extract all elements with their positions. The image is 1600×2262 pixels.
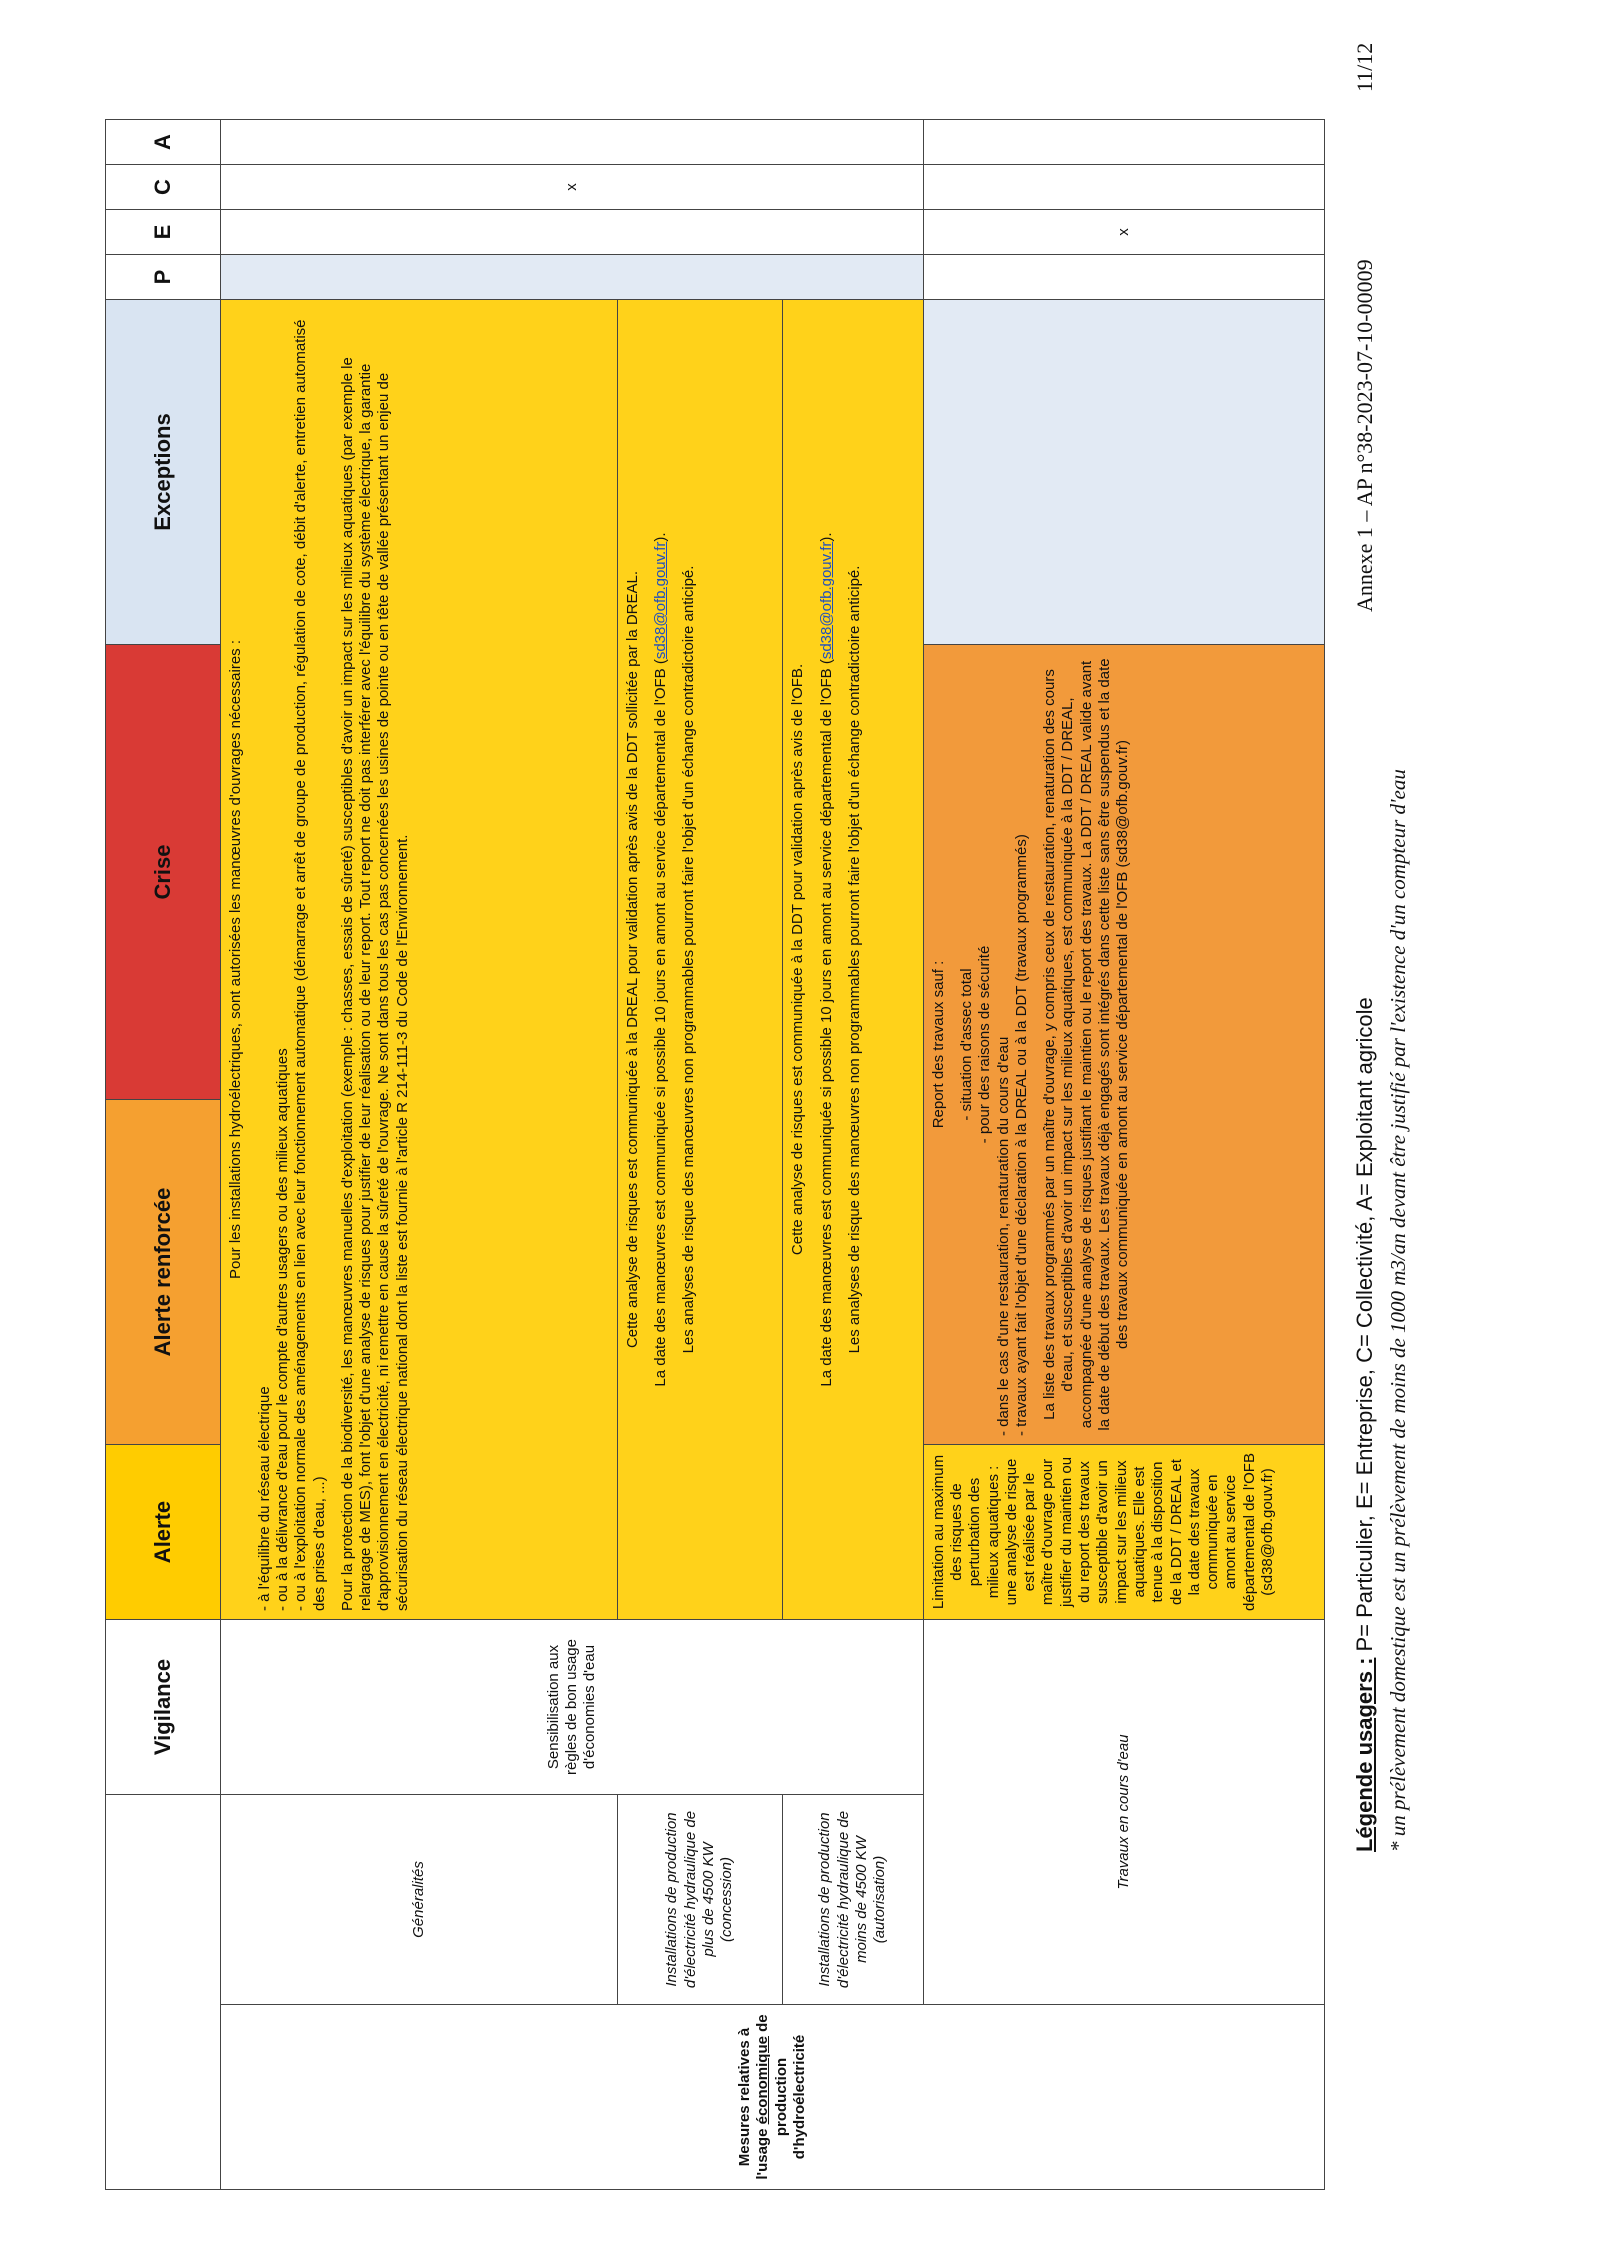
report-title: Report des travaux sauf : <box>929 960 947 1129</box>
travaux-c-cell <box>923 165 1324 210</box>
category-cell <box>221 2005 1325 2190</box>
concession-p2 <box>652 308 670 1611</box>
generalites-bullet: - ou à la délivrance d'eau pour le compte d'autres usagers ou des milieux aquatiques <box>273 1048 291 1611</box>
travaux-renforcee-crise <box>923 645 1324 1445</box>
header-crise: Crise <box>106 645 221 1100</box>
category-line2: économique <box>754 2036 772 2125</box>
annex-reference: Annexe 1 – AP n°38-2023-07-10-00009 <box>1352 259 1377 612</box>
footnote: * un prélèvement domestique est un prélèvement de moins de 1000 m3/an devant être justifié par l'existence d'un compteur d'eau <box>1386 769 1410 1852</box>
email-link[interactable]: sd38@ofb.gouv.fr <box>651 541 669 660</box>
generalites-bullet: - ou à l'exploitation normale des aménagements en lien avec leur fonctionnement automatique (démarrage et arrêt de groupe de production, régulation de cote, débit d'alerte, entretien automatisé des prises d'eau, ...) <box>292 319 328 1611</box>
row-label-autorisation: Installations de production d'électricité hydraulique de moins de 4500 KW (autorisation) <box>783 1795 923 2005</box>
table-row <box>617 120 783 2190</box>
autorisation-p2 <box>818 308 836 1611</box>
table-row <box>923 120 1324 2190</box>
report-item: - travaux ayant fait l'objet d'une déclaration à la DREAL ou à la DDT (travaux programmés) <box>1012 834 1030 1436</box>
concession-p1: Cette analyse de risques est communiquée à la DREAL pour validation après avis de la DDT sollicitée par la DREAL. <box>623 570 641 1349</box>
generalites-para2: Pour la protection de la biodiversité, les manœuvres manuelles d'exploitation (exemple : chasses, essais de sûreté) susceptibles d'avoir un impact sur les milieux aquatiques (par exemple le relargage de MES), font l'objet d'une analyse de risques pour justifier de leur réalisation ou de leur report. Tout report ne doit pas interférer avec l'équilibre du système électrique, la garantie d'approvisionnement en électricité, ni remettre en cause la sûreté de l'ouvrage. Ne sont dans tous les cas pas concernées les usines de pointe ou en tête de vallée présentant un enjeu de sécurisation du réseau électrique national dont la liste est fournie à l'article R 214-111-3 du Code de l'Environnement. <box>338 357 411 1611</box>
table-row <box>783 120 923 2190</box>
travaux-exceptions-cell <box>923 300 1324 645</box>
header-p: P <box>106 255 221 300</box>
row-label-generalites: Généralités <box>221 1795 617 2005</box>
travaux-p-cell <box>923 255 1324 300</box>
header-empty <box>106 1795 221 2190</box>
autorisation-p1: Cette analyse de risques est communiquée à la DDT pour validation après avis de l'OFB. <box>789 663 807 1256</box>
generalites-intro: Pour les installations hydroélectriques, sont autorisées les manœuvres d'ouvrages nécessaires : <box>227 640 245 1280</box>
concession-p3: Les analyses de risque des manœuvres non programmables pourront faire l'objet d'un échange contradictoire anticipé. <box>680 565 698 1354</box>
report-item: - situation d'assec total <box>957 968 975 1121</box>
p-cell <box>221 210 923 255</box>
travaux-a-cell <box>923 120 1324 165</box>
autorisation-p2-end: ). <box>817 532 835 542</box>
vigilance-cell: Sensibilisation aux règles de bon usage d'économies d'eau <box>221 1620 923 1795</box>
header-a: A <box>106 120 221 165</box>
legend-text: P= Particulier, E= Entreprise, C= Collectivité, A= Exploitant agricole <box>1352 997 1377 1658</box>
measures-table <box>105 119 1325 2190</box>
legend-label: Légende usagers : <box>1352 1657 1377 1852</box>
travaux-alerte-text: Limitation au maximum des risques de perturbation des milieux aquatiques : une analyse de risque est réalisée par le maître d'ouvrage pour justifier du maintien ou du report des travaux susceptible d'avoir un impact sur les milieux aquatiques. Elle est tenue à la disposition de la DDT / DREAL et la date des travaux communiquée en amont au service départemental de l'OFB (sd38@ofb.gouv.fr) <box>923 1445 1324 1620</box>
table-row <box>221 120 617 2190</box>
header-row <box>106 120 221 2190</box>
travaux-liste-text: La liste des travaux programmés par un maître d'ouvrage, y compris ceux de restauration, renaturation des cours d'eau, et susceptibles d'avoir un impact sur les milieux aquatiques, est communiquée à la DDT / DREAL, accompagnée d'une analyse de risques justifiant le maintien ou le report des travaux. La DDT / DREAL valide avant la date de début des travaux. Les travaux déjà engagés sont intégrés dans cette liste sans être suspendus et la date des travaux communiquée en amont au service départemental de l'OFB (sd38@ofb.gouv.fr) <box>1041 658 1132 1431</box>
page-number: 11/12 <box>1352 42 1377 92</box>
row-label-travaux: Travaux en cours d'eau <box>923 1620 1324 2005</box>
travaux-e-cell: x <box>923 210 1324 255</box>
e-cell: x <box>221 165 923 210</box>
page-footer <box>1352 42 1410 1852</box>
autorisation-text <box>783 300 923 1620</box>
header-vigilance: Vigilance <box>106 1620 221 1795</box>
c-cell <box>221 120 923 165</box>
report-item: - pour des raisons de sécurité <box>976 945 994 1144</box>
concession-p2-end: ). <box>651 532 669 542</box>
header-c: C <box>106 165 221 210</box>
header-e: E <box>106 210 221 255</box>
autorisation-p3: Les analyses de risque des manœuvres non programmables pourront faire l'objet d'un échange contradictoire anticipé. <box>845 565 863 1354</box>
email-link[interactable]: sd38@ofb.gouv.fr <box>817 541 835 660</box>
concession-p2-text: La date des manœuvres est communiquée si possible 10 jours en amont au service départemental de l'OFB ( <box>651 659 669 1387</box>
category-line3: de production d'hydroélectricité <box>754 2014 808 2160</box>
generalites-bullet: - à l'équilibre du réseau électrique <box>255 1386 273 1611</box>
report-item: - dans le cas d'une restauration, renaturation du cours d'eau <box>994 1036 1012 1436</box>
exceptions-cell <box>221 255 923 300</box>
generalites-text <box>221 300 617 1620</box>
header-exceptions: Exceptions <box>106 300 221 645</box>
concession-text <box>617 300 783 1620</box>
header-alerte-renforcee: Alerte renforcée <box>106 1100 221 1445</box>
category-line1: Mesures relatives à l'usage <box>736 2027 772 2180</box>
header-alerte: Alerte <box>106 1445 221 1620</box>
row-label-concession: Installations de production d'électricité hydraulique de plus de 4500 KW (concession) <box>617 1795 783 2005</box>
autorisation-p2-text: La date des manœuvres est communiquée si possible 10 jours en amont au service départemental de l'OFB ( <box>817 659 835 1387</box>
